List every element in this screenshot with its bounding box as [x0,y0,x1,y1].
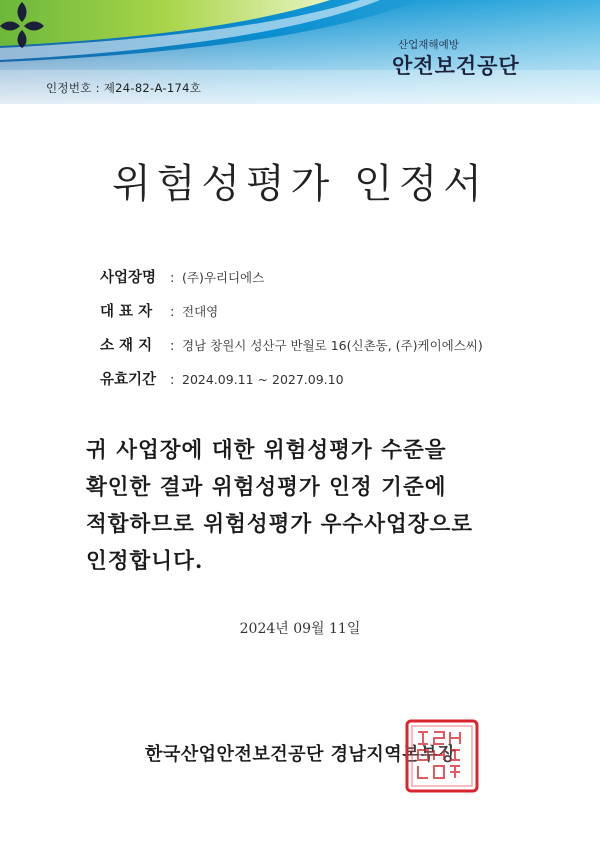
issue-date: 2024년 09월 11일 [239,621,361,637]
info-row-address [100,334,483,355]
document-title: 위험성평가 인정서 [112,161,488,207]
info-colon: : [170,339,175,354]
info-row-representative [100,300,218,321]
info-row-validity [100,368,344,389]
issuer-name: 한국산업안전보건공단 경남지역본부장 [145,744,456,765]
logo-title: 안전보건공단 [392,54,520,78]
info-row-company [100,266,264,287]
info-label: 사업장명 [100,270,157,286]
info-colon: : [170,373,175,388]
official-seal-icon [404,718,480,794]
logo-subtitle: 산업재해예방 [398,39,459,51]
info-value: 전대영 [182,304,219,319]
info-label: 대 표 자 [100,304,153,320]
kosha-cross-logo-icon [0,0,48,50]
info-label: 유효기간 [100,372,157,388]
info-value: 경남 창원시 성산구 반월로 16(신촌동, (주)케이에스씨) [182,338,483,353]
header-banner [0,0,600,104]
info-value: (주)우리디에스 [182,270,265,285]
info-label: 소 재 지 [100,338,153,354]
info-colon: : [170,305,175,320]
info-colon: : [170,271,175,286]
certificate-number: 인정번호 : 제24-82-A-174호 [46,81,202,95]
info-value: 2024.09.11 ~ 2027.09.10 [182,372,344,387]
certification-statement: 귀 사업장에 대한 위험성평가 수준을 확인한 결과 위험성평가 인정 기준에 적합하므로 위험성평가 우수사업장으로 인정합니다. [86,438,474,574]
